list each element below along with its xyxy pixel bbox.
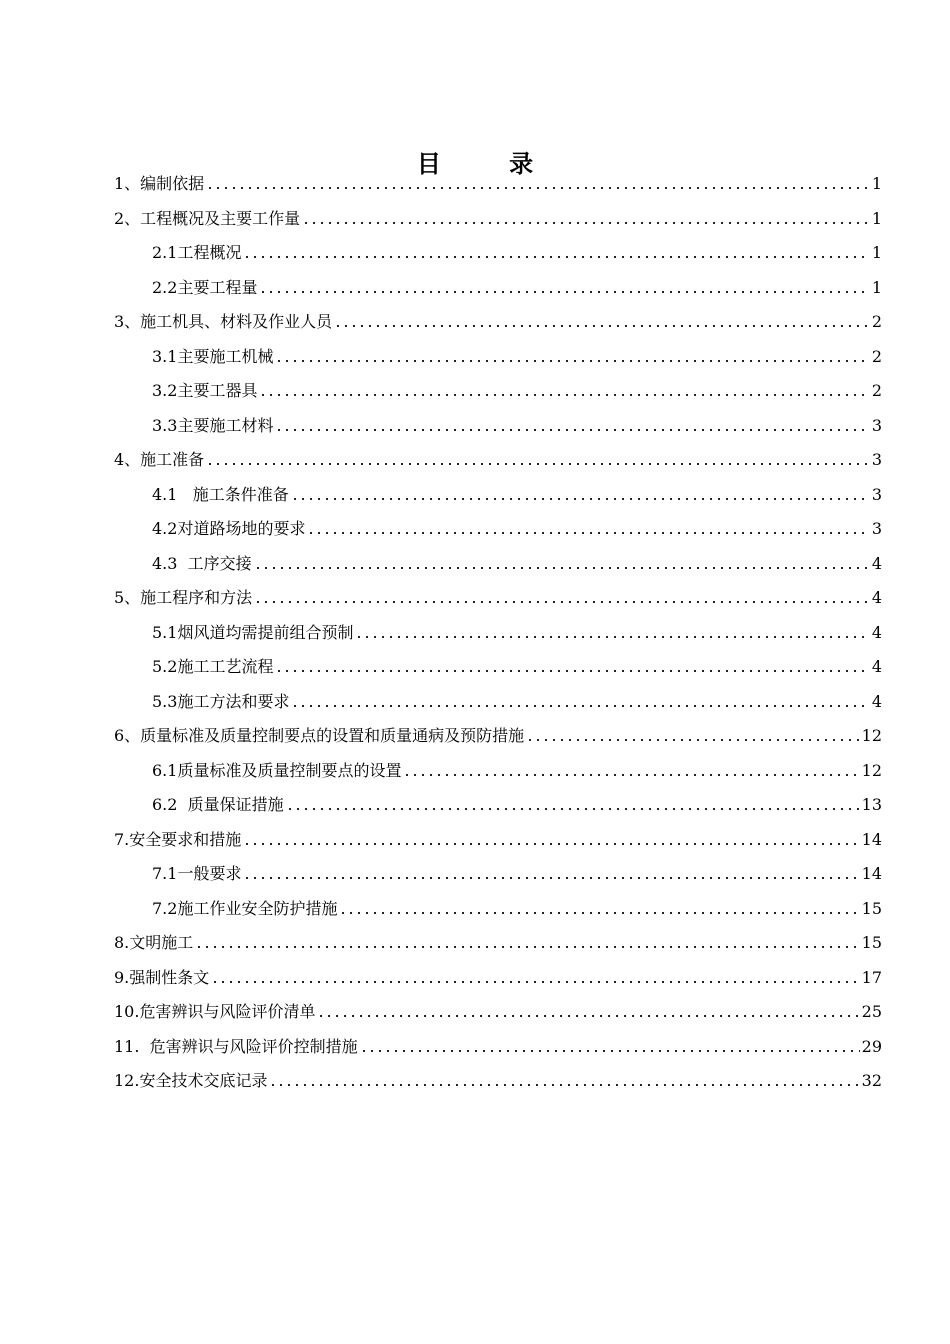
toc-dot-leader [286, 807, 860, 811]
toc-entry[interactable] [114, 955, 882, 989]
toc-entry-label: 3、施工机具、材料及作业人员 [114, 312, 333, 331]
toc-dot-leader [254, 600, 870, 604]
toc-dot-leader [206, 186, 870, 190]
toc-entry-label: 2.1工程概况 [152, 243, 242, 262]
toc-dot-leader [307, 531, 869, 535]
toc-dot-leader [243, 255, 869, 259]
toc-entry[interactable] [114, 817, 882, 851]
toc-entry[interactable] [152, 334, 882, 368]
toc-entry-page-number: 1 [871, 208, 882, 228]
toc-dot-leader [254, 566, 870, 570]
toc-entry-label: 6.2 质量保证措施 [152, 795, 284, 814]
toc-entry[interactable] [152, 748, 882, 782]
toc-entry-label: 7.2施工作业安全防护措施 [152, 898, 338, 918]
toc-entry-page-number: 4 [871, 622, 882, 642]
toc-dot-leader [360, 1049, 860, 1053]
toc-dot-leader [317, 1014, 859, 1018]
toc-entry-label: 6、质量标准及质量控制要点的设置和质量通病及预防措施 [114, 726, 525, 745]
toc-entry-label: 12.安全技术交底记录 [114, 1071, 268, 1090]
toc-entry-page-number: 2 [871, 381, 882, 400]
toc-entry[interactable] [114, 437, 882, 471]
toc-entry-page-number: 15 [861, 898, 882, 918]
toc-entry-page-number: 4 [871, 588, 882, 607]
toc-dot-leader [291, 497, 870, 501]
toc-dot-leader [302, 221, 870, 225]
toc-entry[interactable] [152, 265, 882, 299]
toc-entry-label: 11. 危害辨识与风险评价控制措施 [114, 1036, 358, 1056]
toc-entry[interactable] [114, 1058, 882, 1092]
toc-dot-leader [206, 462, 870, 466]
toc-entry-page-number: 2 [871, 346, 882, 366]
toc-entry-label: 7.安全要求和措施 [114, 829, 242, 849]
toc-entry-page-number: 3 [871, 415, 882, 435]
toc-entry-label: 4.1 施工条件准备 [152, 484, 289, 504]
toc-entry[interactable] [152, 610, 882, 644]
toc-dot-leader [275, 428, 869, 432]
toc-entry-label: 5.1烟风道均需提前组合预制 [152, 622, 354, 642]
toc-entry-label: 8.文明施工 [114, 933, 194, 952]
toc-entry-label: 5、施工程序和方法 [114, 588, 253, 607]
toc-dot-leader [259, 290, 869, 294]
toc-entry-label: 2.2主要工程量 [152, 277, 258, 297]
toc-entry[interactable] [152, 886, 882, 920]
toc-entry-page-number: 1 [871, 174, 882, 193]
toc-entry-page-number: 3 [871, 484, 882, 504]
toc-entry[interactable] [114, 575, 882, 609]
toc-dot-leader [243, 842, 859, 846]
toc-entry[interactable] [152, 782, 882, 816]
toc-dot-leader [195, 945, 859, 949]
toc-entry[interactable] [114, 161, 882, 195]
toc-entry[interactable] [152, 472, 882, 506]
toc-entry-page-number: 29 [861, 1036, 882, 1056]
toc-entry-label: 3.1主要施工机械 [152, 346, 274, 366]
toc-entry-label: 5.3施工方法和要求 [152, 691, 290, 711]
toc-dot-leader [275, 359, 869, 363]
toc-entry[interactable] [114, 713, 882, 747]
toc-entry-label: 9.强制性条文 [114, 967, 210, 987]
toc-entry[interactable] [152, 851, 882, 885]
toc-entry-page-number: 17 [861, 967, 882, 987]
toc-dot-leader [526, 738, 859, 742]
toc-entry-page-number: 4 [871, 691, 882, 711]
toc-dot-leader [275, 669, 869, 673]
toc-entry-page-number: 3 [871, 450, 882, 469]
toc-entry[interactable] [114, 989, 882, 1023]
toc-entry-page-number: 12 [861, 760, 882, 780]
toc-entry-label: 6.1质量标准及质量控制要点的设置 [152, 760, 402, 780]
toc-entry-label: 10.危害辨识与风险评价清单 [114, 1002, 316, 1021]
toc-entry[interactable] [152, 506, 882, 540]
page-title: 目 录 [416, 149, 564, 178]
toc-dot-leader [403, 773, 859, 777]
toc-entry-label: 5.2施工工艺流程 [152, 657, 274, 676]
toc-entry-page-number: 1 [871, 277, 882, 297]
toc-entry-page-number: 12 [861, 726, 882, 745]
toc-entry[interactable] [114, 1024, 882, 1058]
toc-entry-label: 1、编制依据 [114, 174, 205, 193]
toc-entry-label: 7.1一般要求 [152, 864, 242, 883]
toc-entry[interactable] [152, 368, 882, 402]
toc-entry-page-number: 4 [871, 553, 882, 573]
toc-entry[interactable] [114, 299, 882, 333]
toc-entry[interactable] [152, 644, 882, 678]
toc-entry[interactable] [114, 196, 882, 230]
toc-dot-leader [355, 635, 869, 639]
toc-entry-page-number: 1 [871, 243, 882, 262]
toc-entry-label: 4.3 工序交接 [152, 553, 252, 573]
toc-entry-page-number: 25 [861, 1002, 882, 1021]
toc-entry-page-number: 32 [861, 1071, 882, 1090]
toc-entry-page-number: 14 [861, 864, 882, 883]
toc-dot-leader [269, 1083, 859, 1087]
toc-entry-label: 3.2主要工器具 [152, 381, 258, 400]
toc-entry-page-number: 4 [871, 657, 882, 676]
toc-dot-leader [259, 393, 869, 397]
toc-dot-leader [243, 876, 859, 880]
toc-entry[interactable] [114, 920, 882, 954]
toc-entry[interactable] [152, 230, 882, 264]
toc-dot-leader [211, 980, 859, 984]
toc-entry-page-number: 14 [861, 829, 882, 849]
toc-entry[interactable] [152, 541, 882, 575]
toc-dot-leader [291, 704, 869, 708]
toc-entry[interactable] [152, 679, 882, 713]
toc-entry-page-number: 3 [871, 519, 882, 538]
toc-entry[interactable] [152, 403, 882, 437]
toc-entry-label: 2、工程概况及主要工作量 [114, 208, 301, 228]
toc-dot-leader [339, 911, 859, 915]
toc-entry-page-number: 13 [861, 795, 882, 814]
toc-entry-label: 4.2对道路场地的要求 [152, 519, 306, 538]
toc-entry-page-number: 15 [861, 933, 882, 952]
toc-entry-label: 4、施工准备 [114, 450, 205, 469]
toc-entry-page-number: 2 [871, 312, 882, 331]
toc-entry-label: 3.3主要施工材料 [152, 415, 274, 435]
toc-dot-leader [334, 324, 870, 328]
